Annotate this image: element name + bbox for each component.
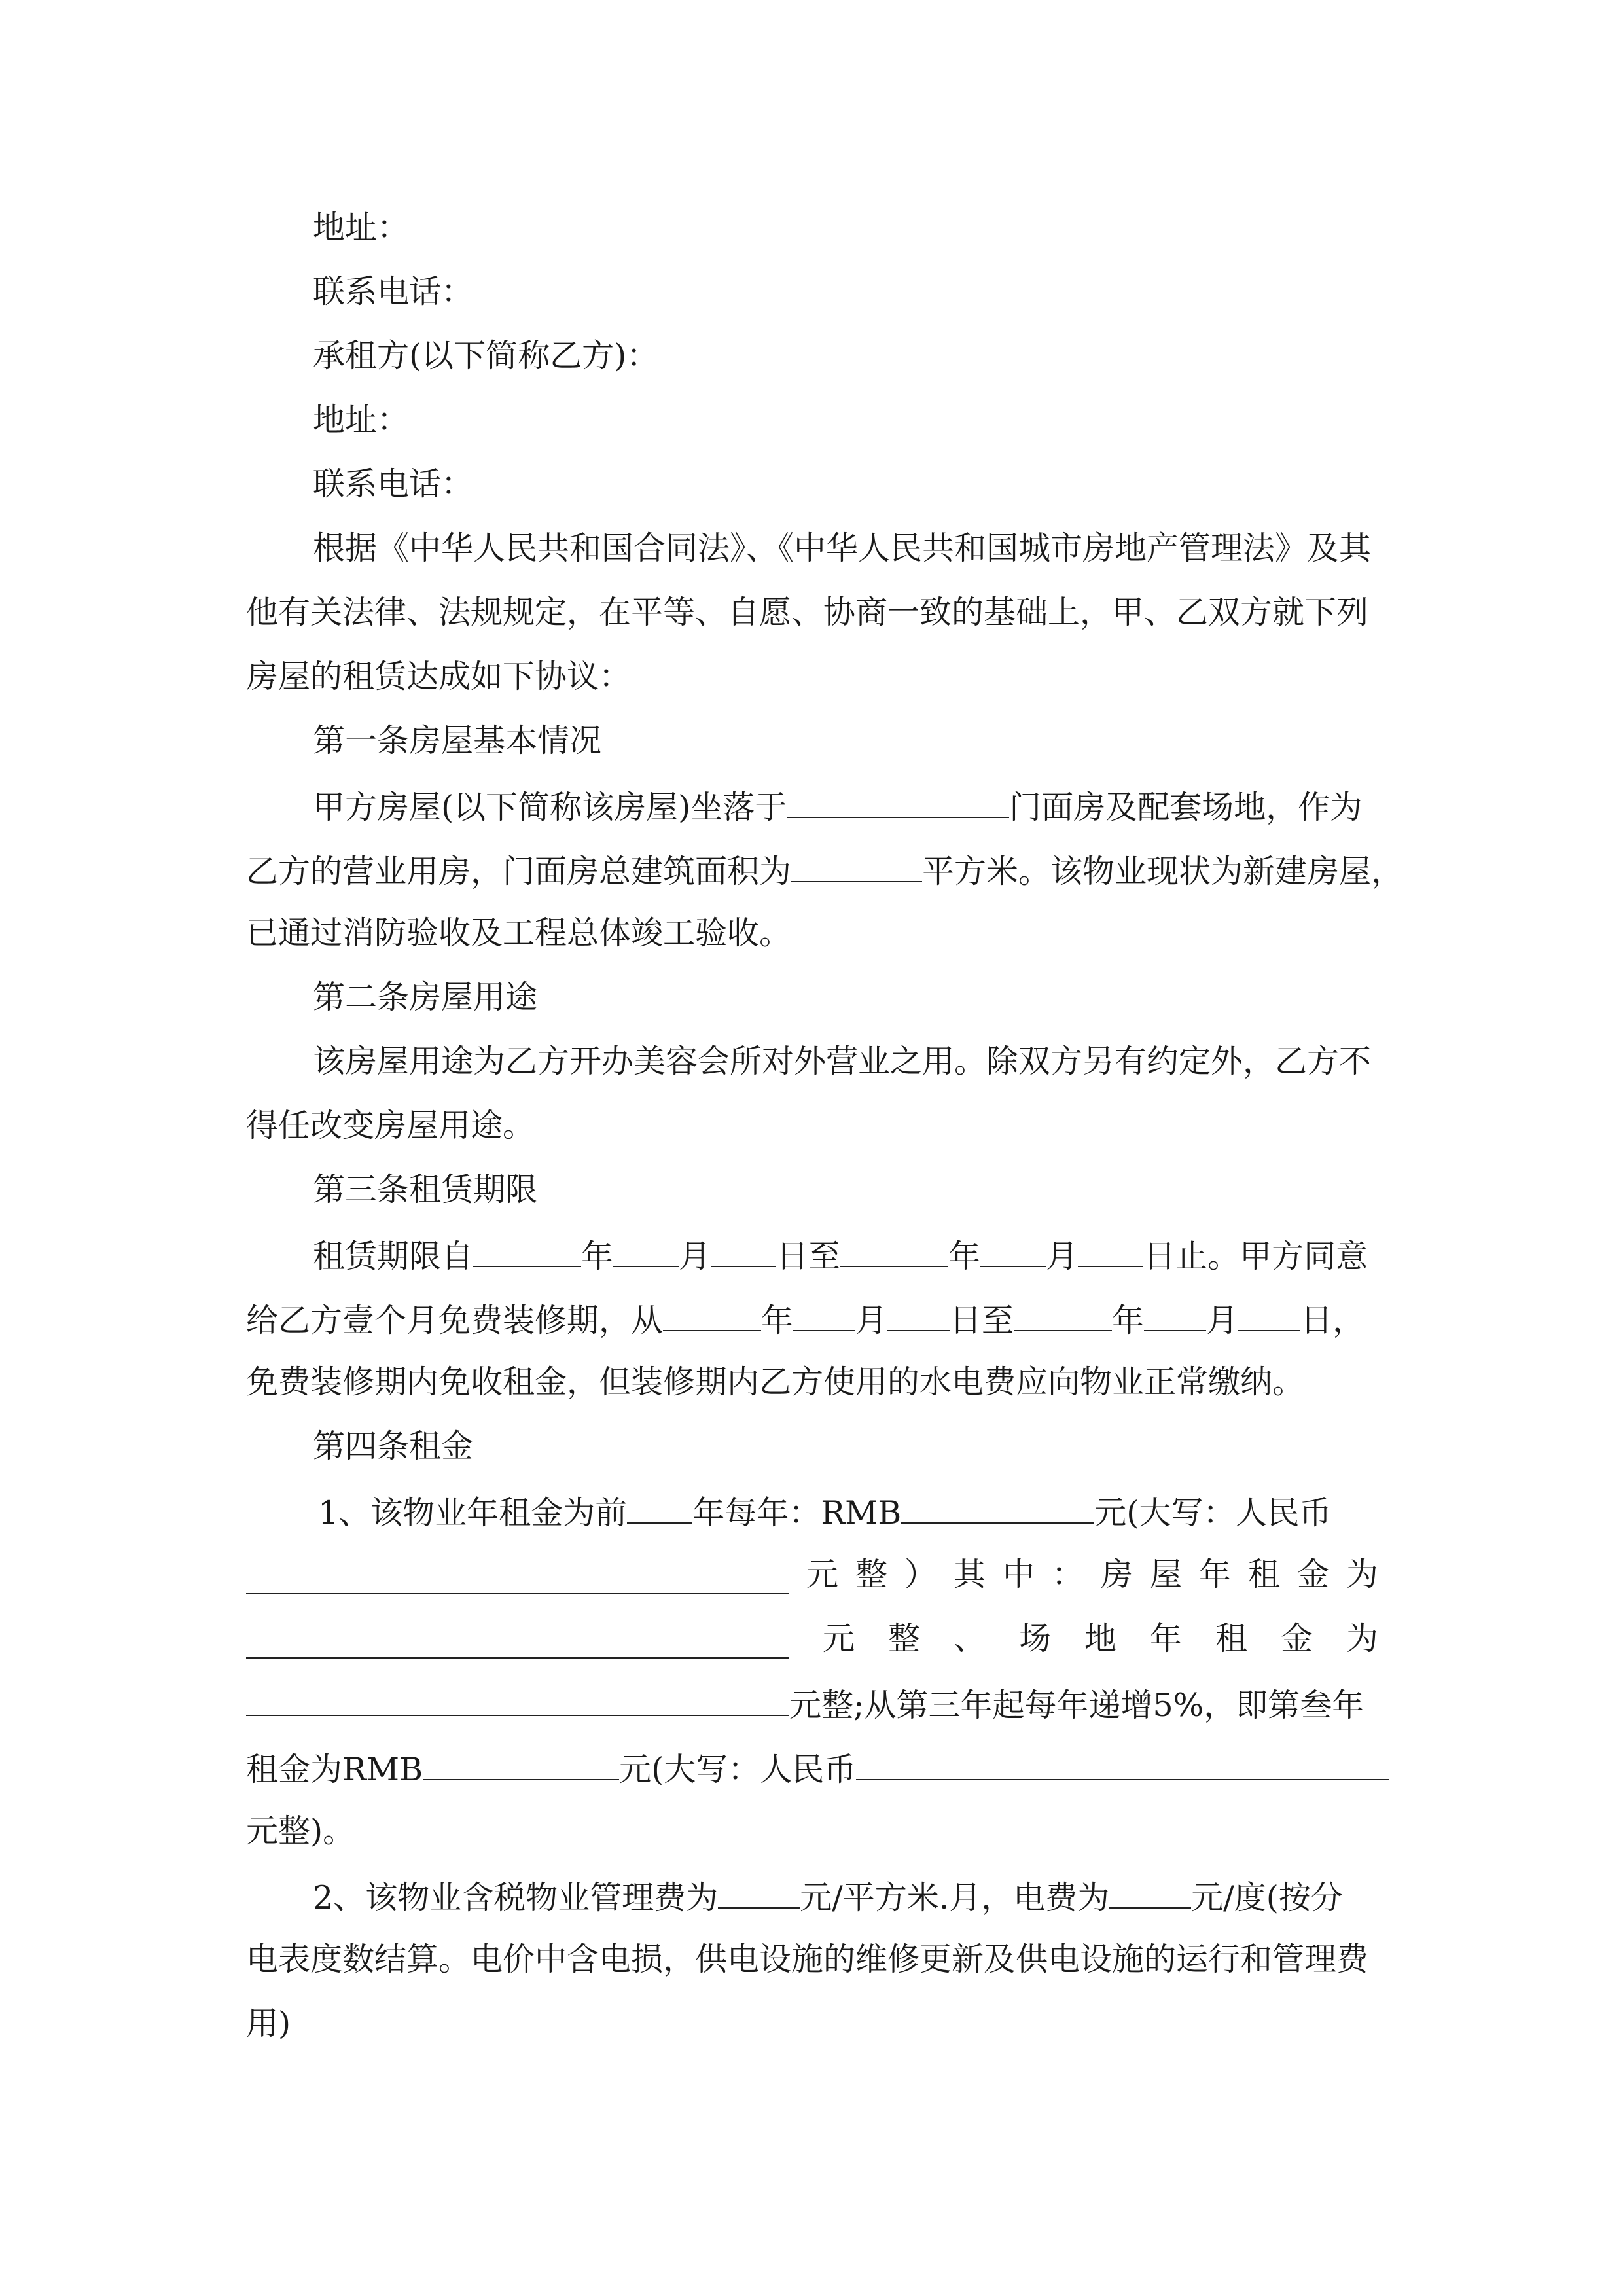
article-1-line-1 bbox=[313, 785, 1362, 827]
text-segment: 元/度(按分 bbox=[1191, 1879, 1343, 1916]
char: 租 bbox=[1247, 1556, 1280, 1593]
site-rent-blank[interactable] bbox=[246, 1683, 789, 1716]
article-1-title: 第一条房屋基本情况 bbox=[313, 722, 602, 759]
rent-clause-2-line-3: 用) bbox=[246, 2005, 291, 2042]
article-2-title: 第二条房屋用途 bbox=[313, 978, 538, 1016]
text-segment: 日至 bbox=[776, 1238, 841, 1275]
rent-clause-1-line-3 bbox=[246, 1619, 1378, 1659]
third-year-words-blank[interactable] bbox=[856, 1748, 1389, 1780]
lessee-address-label: 地址： bbox=[313, 401, 410, 439]
third-year-rent-blank[interactable] bbox=[423, 1748, 619, 1780]
text-segment: 甲方房屋(以下简称该房屋)坐落于 bbox=[313, 789, 787, 826]
text-segment: 日止。甲方同意 bbox=[1143, 1238, 1368, 1275]
char: 整 bbox=[855, 1556, 887, 1593]
char: 元 bbox=[806, 1556, 838, 1593]
rent-clause-2-line-2: 电表度数结算。电价中含电损，供电设施的维修更新及供电设施的运行和管理费 bbox=[246, 1941, 1369, 1978]
reno-start-day-blank[interactable] bbox=[887, 1299, 950, 1331]
char: 元 bbox=[822, 1620, 855, 1657]
char: 金 bbox=[1296, 1556, 1329, 1593]
char: 年 bbox=[1198, 1556, 1231, 1593]
char: 其 bbox=[953, 1556, 986, 1593]
article-3-title: 第三条租赁期限 bbox=[313, 1171, 538, 1208]
char: 为 bbox=[1346, 1556, 1378, 1593]
char: 年 bbox=[1149, 1620, 1182, 1657]
mgmt-fee-blank[interactable] bbox=[718, 1876, 800, 1909]
reno-start-month-blank[interactable] bbox=[793, 1299, 855, 1331]
text-segment: 月 bbox=[1206, 1302, 1239, 1339]
char: 屋 bbox=[1149, 1556, 1182, 1593]
text-segment: 年 bbox=[761, 1302, 794, 1339]
rent-clause-1-line-6: 元整)。 bbox=[246, 1812, 355, 1850]
text-segment: 给乙方壹个月免费装修期，从 bbox=[246, 1302, 664, 1339]
location-blank[interactable] bbox=[787, 785, 1009, 818]
text-segment: 年每年：RMB bbox=[692, 1494, 902, 1532]
annual-rent-blank[interactable] bbox=[901, 1491, 1094, 1524]
char: 为 bbox=[1346, 1620, 1378, 1657]
text-segment: 元/平方米.月，电费为 bbox=[800, 1879, 1110, 1916]
char: 、 bbox=[953, 1620, 986, 1657]
text-segment: 元整;从第三年起每年递增5%，即第叁年 bbox=[789, 1687, 1364, 1724]
reno-end-month-blank[interactable] bbox=[1144, 1299, 1206, 1331]
char: 中 bbox=[1002, 1556, 1035, 1593]
article-3-line-1 bbox=[313, 1234, 1368, 1276]
start-month-blank[interactable] bbox=[613, 1234, 679, 1267]
text-segment: 2、该物业含税物业管理费为 bbox=[313, 1879, 719, 1916]
text-segment: 元(大写：人民币 bbox=[619, 1751, 857, 1788]
char: 金 bbox=[1280, 1620, 1313, 1657]
article-1-line-3: 已通过消防验收及工程总体竣工验收。 bbox=[246, 914, 792, 952]
rent-clause-1-line-2 bbox=[246, 1555, 1378, 1594]
char: ） bbox=[904, 1556, 936, 1593]
text-segment: 月 bbox=[855, 1302, 888, 1339]
article-3-line-3: 免费装修期内免收租金，但装修期内乙方使用的水电费应向物业正常缴纳。 bbox=[246, 1363, 1305, 1401]
area-blank[interactable] bbox=[791, 850, 922, 882]
char: 地 bbox=[1084, 1620, 1116, 1657]
lessor-phone-label: 联系电话： bbox=[313, 273, 474, 310]
text-segment: 年 bbox=[948, 1238, 981, 1275]
article-1-line-2 bbox=[246, 850, 1403, 891]
preamble-line-1: 根据《中华人民共和国合同法》、《中华人民共和国城市房地产管理法》及其 bbox=[313, 529, 1372, 567]
text-segment: 日至 bbox=[950, 1302, 1014, 1339]
rent-clause-1-line-4 bbox=[246, 1683, 1364, 1725]
char: 整 bbox=[887, 1620, 920, 1657]
char: 场 bbox=[1018, 1620, 1051, 1657]
end-year-blank[interactable] bbox=[840, 1234, 948, 1267]
article-4-title: 第四条租金 bbox=[313, 1427, 474, 1465]
text-segment: 门面房及配套场地，作为 bbox=[1009, 789, 1363, 826]
text-segment: 平方米。该物业现状为新建房屋， bbox=[922, 853, 1404, 890]
text-segment: 年 bbox=[1112, 1302, 1145, 1339]
article-2-line-1: 该房屋用途为乙方开办美容会所对外营业之用。除双方另有约定外，乙方不 bbox=[313, 1043, 1372, 1080]
rent-clause-1-line-5 bbox=[246, 1748, 1389, 1789]
article-2-line-2: 得任改变房屋用途。 bbox=[246, 1107, 535, 1144]
reno-start-year-blank[interactable] bbox=[663, 1299, 761, 1331]
rent-in-words-blank[interactable] bbox=[246, 1562, 789, 1594]
char: 租 bbox=[1215, 1620, 1247, 1657]
text-segment: 租金为RMB bbox=[246, 1751, 423, 1788]
end-day-blank[interactable] bbox=[1078, 1234, 1143, 1267]
end-month-blank[interactable] bbox=[980, 1234, 1046, 1267]
start-year-blank[interactable] bbox=[473, 1234, 581, 1267]
text-segment: 月 bbox=[1046, 1238, 1079, 1275]
text-segment: 乙方的营业用房，门面房总建筑面积为 bbox=[246, 853, 792, 890]
text-segment: 租赁期限自 bbox=[313, 1238, 474, 1275]
text-segment: 1、该物业年租金为前 bbox=[318, 1494, 628, 1532]
start-day-blank[interactable] bbox=[711, 1234, 776, 1267]
text-segment: 日， bbox=[1300, 1302, 1365, 1339]
rent-clause-2-line-1 bbox=[313, 1876, 1343, 1918]
house-rent-blank[interactable] bbox=[246, 1626, 789, 1659]
preamble-line-3: 房屋的租赁达成如下协议： bbox=[246, 658, 632, 695]
article-3-line-2 bbox=[246, 1299, 1364, 1340]
rent-clause-1-line-1 bbox=[318, 1491, 1331, 1533]
electricity-fee-blank[interactable] bbox=[1109, 1876, 1191, 1909]
reno-end-year-blank[interactable] bbox=[1014, 1299, 1112, 1331]
lessee-label: 承租方(以下简称乙方)： bbox=[313, 337, 659, 374]
text-segment: 年 bbox=[581, 1238, 614, 1275]
preamble-line-2: 他有关法律、法规规定，在平等、自愿、协商一致的基础上，甲、乙双方就下列 bbox=[246, 594, 1369, 631]
lessee-phone-label: 联系电话： bbox=[313, 465, 474, 503]
reno-end-day-blank[interactable] bbox=[1238, 1299, 1300, 1331]
years-blank[interactable] bbox=[627, 1491, 692, 1524]
char: 房 bbox=[1100, 1556, 1133, 1593]
char: ： bbox=[1051, 1556, 1084, 1593]
text-segment: 月 bbox=[679, 1238, 711, 1275]
lessor-address-label: 地址： bbox=[313, 209, 410, 246]
text-segment: 元(大写：人民币 bbox=[1094, 1494, 1332, 1532]
